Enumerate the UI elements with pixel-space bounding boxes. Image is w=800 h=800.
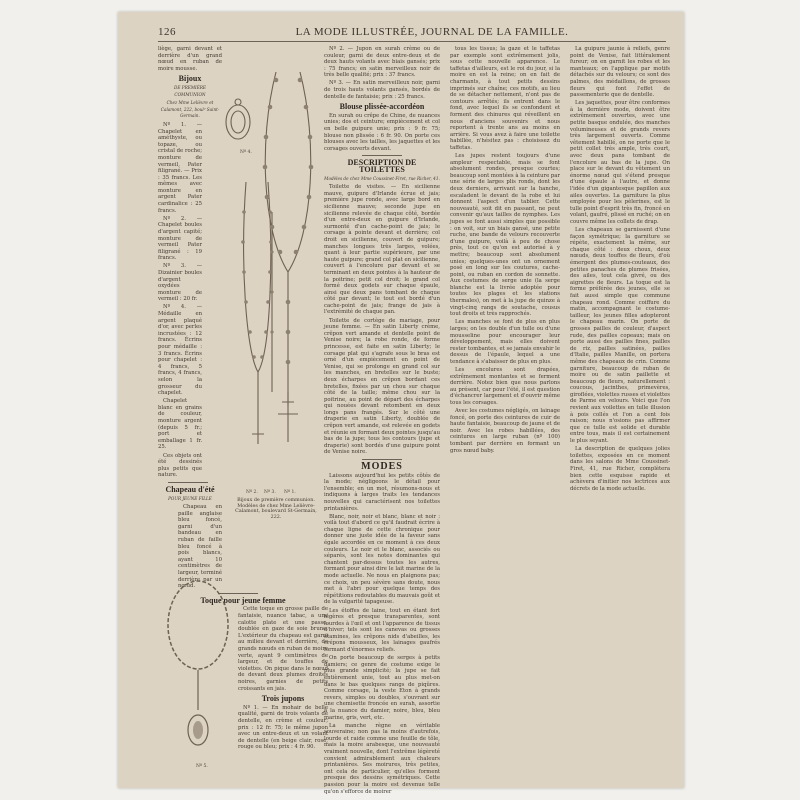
bijoux-subtitle: DE PREMIÈRE COMMUNION	[174, 84, 206, 97]
toilettes-paragraph: Toilette de visites. — En sicilienne mauve, guipure d'Irlande écrue et jais; première jupe ronde, avec large bord en sicilienne mauve; seconde jupe en sicilienne relevée de chaque côté, bordée d'un entre-deux en guipure d'Irlande, surmonté d'un cache-point de jais; le corsage à pointe devant et derrière; col droit en sicilienne, couvert de guipure; manches longues très larges, volées, quant à leur partie supérieure, par une haute guipure; grand col plat en sicilienne, couvert à l'encolure par devant et se terminant en deux pointes à la hauteur de la poitrine; petit col droit; le grand col formé deux godets sur chaque épaule, ainsi que deux pans tombant de chaque côté par devant; le tout est bordé d'un cache-point de jais; frange de jais à l'extrémité de chaque pan.	[324, 184, 440, 316]
bijoux-list	[158, 122, 202, 479]
fig-label-1: Nº 1.	[284, 490, 296, 495]
toilettes-title: DESCRIPTION DE TOILETTES	[347, 158, 417, 174]
modes-paragraph: On porte beaucoup de serges à petits damiers; ce genre de costume exige le plus grande simplicité; la jupe se fait entièrement unie, tout au plus met-on dans le bas quelques rangs de piqûres. Comme corsage, la veste Eton à grands revers, simples ou doubles, s'ouvrant sur une chemisette froncée en surah, assortie à la nuance du damier, noire, bleu, bleu marine, gris, vert, etc.	[324, 655, 440, 721]
fig-label-5: Nº 5.	[196, 764, 208, 769]
blouse-text: En surah ou crêpe de Chine, de nuances unies; dos et ceinture; empiècement et col en belle guipure unie; prix : 9 fr. 75; blouse non plissée : 6 fr. 90. On porte ces blouses avec les tailles, les jaquettes et les corsages ouverts devant.	[324, 112, 440, 152]
modes-paragraph: Les encolures sont drapées, extrêmement montantes et se ferment derrière. Notez bien que nous parlons au présent, car pour l'été, il est question d'échancrer largement et d'ouvrir même tous les corsages.	[450, 367, 560, 406]
section-divider	[362, 155, 402, 156]
fig-label-2: Nº 2.	[246, 490, 258, 495]
page-header	[158, 22, 666, 42]
column-2	[324, 46, 440, 797]
modes-paragraph: La description de quelques jolies toilettes, exposées en ce moment dans les salons de Mme Coussinet-Firet, 41, rue Richer, complètera bien cette esquisse rapide et achèvera d'initier nos lectrices aux décrets de la mode actuelle.	[570, 446, 670, 492]
modes-paragraph: Laissons aujourd'hui les petits côtés de la mode; négligeons le détail pour l'ensemble; en un mot, résumons-nous et indiquons à larges traits les tendances nouvelles qui caractérisent nos toilettes printanières.	[324, 472, 440, 512]
chapeau-title: Chapeau d'été	[165, 484, 215, 494]
bijoux-item: Nº 4. — Médaille en argent plaqué d'or, avec perles incrustées : 12 francs. Écrins pour médaille : 3 francs. Écrins pour chapelet : 4 francs, 5 francs, 4 francs, selon la grosseur du chapelet.	[158, 304, 202, 397]
bijoux-title: Bijoux	[178, 74, 202, 84]
bracelet-rosary-illustration	[158, 570, 240, 766]
page-number: 126	[158, 26, 176, 38]
toque-text: Cette toque en grosse paille de fantaisie, nuance tabac, a une calotte plate et une passe, doublée en gaze de soie brune. L'extérieur du chapeau est garni au milieu devant et derrière, de grands nœuds en ruban de moire verte, ayant 9 centimètres de largeur, et de touffes de violettes. On pique dans le nœud de devant deux plumes droites noires, garnies de petits croissants en jais.	[238, 606, 328, 692]
rosary-illustrations	[218, 62, 326, 472]
modes-paragraph: Les chapeaux se garnissent d'une façon symétrique; la garniture se répète, exactement la même, sur chaque côté : deux choux, deux nœuds, deux touffes de fleurs, d'où émergent des plumes-couteaux, des petites panaches de plumes frisées, des ailes, tout cela givré, ou des aigrettes de fleurs. La toque est la forme préférée des jeunes, elle se fait aussi simple que commune chapeau rond. Comme coiffure du matin, accompagnant le costume-tailleur, les jeunes filles adopteront le chapeau marin. On porte de grosses pailles de couleur, d'aspect rude, des pailles copeaux; mais on porte aussi des pailles fines, pailles de riz, pailles satinées, pailles d'Italie, pailles Manille, on portera même des chapeaux de crin. Comme garniture, beaucoup de ruban de moire ou de satin paillette et beaucoup de fleurs, naturellement : coucous, jacinthes, primevères, giroflées, violettes russes et violettes de Parme en velours. Voici que l'on revient aux voilettes en tulle illusion à pois collés et l'on a cent fois raison; nous n'osions pas affirmer que ce tulle est solide et durable entre tous, mais il est certainement le plus seyant.	[570, 227, 670, 445]
modes-paragraph: La guipure jaunie à reliefs, genre point de Venise, fait littéralement fureur; on en garnit les robes et les manteaux; on l'applique par motifs détachés sur du velours; ce sont des palmes, des médaillons, de grosses fleurs qui font l'effet de passementerie que de dentelle.	[570, 46, 670, 99]
bijoux-item: Nº 1. — Chapelet en améthyste, ou topaze, ou cristal de roche; monture de vermeil, Pater filigrané. — Prix : 35 francs. Les mêmes avec monture en argent Pater cardinalice : 25 francs.	[158, 121, 202, 214]
bijoux-credit: Chez Mme Lelièvre et Calamont, 222, boulᵈ Saint-Germain.	[160, 100, 220, 119]
bijoux-caption: Bijoux de première communion. Modèles de chez Mme Lelièvre-Calamont, boulevard St-Germain, 222.	[235, 498, 317, 520]
bijoux-item: Ces objets ont été dessinés plus petits que nature.	[158, 452, 202, 479]
chapeau-subtitle: POUR JEUNE FILLE	[168, 495, 212, 501]
modes-paragraph: tous les tissus; la gaze et le taffetas par exemple sont extrêmement jolis, sous cette nouvelle apparence. Le taffetas d'ailleurs, est le roi du jour, si la moire en est la reine; on en fait de charmants, à tout petits dessins imprimés sur chaîne; ces motifs, au lieu de se détacher nettement, n'ont pas de contours arrêtés; ils entrent dans le fond, avec lequel ils se confondent et forment des chinures qui réveillent en nous d'anciens souvenirs et nous reportent à trente ans au moins en arrière. Si vous avez à faire une toilette habillée, n'hésitez pas : choisissez du taffetas.	[450, 46, 560, 151]
toilettes-paragraph: Toilette de cortège de mariage, pour jeune femme. — En satin Liberty crème, crêpon vert amande et dentelle point de Venise noire; la robe ronde, de forme princesse, est faite en satin Liberty; le corsage plat qui s'agrafe sous le bras est orné d'un empiècement en point de Venise, qui se prolonge en grand col sur les manches, en bretelles sur le buste; deux écharpes en crêpon bordant ces bretelles, fixées par un chou sur chaque côté de la taille; même chou sur la poitrine, au point de départ des écharpes qui nouées devant retombent en deux longs pans frangés. Sur le côté une draperie en satin Liberty, doublée de crêpon vert amande, est relevée en godets et réunie en formant deux pointes jusqu'au bas de la jupe; tous les contours (jupe et draperie) sont bordés d'une guipure point de Venise noire.	[324, 317, 440, 456]
bijoux-item: Nº 2. — Chapelet boules d'argent capité; monture de vermeil Pater filigrané : 19 francs.	[158, 215, 202, 262]
column-4	[570, 46, 670, 494]
newspaper-page	[118, 12, 684, 795]
modes-paragraph: Les manches se font de plus en plus larges; on les double d'un tulle ou d'une mousseline pour encourager leur développement, mais elles doivent rester tombantes, et se jamais envahir le dessus de l'épaule, lequel a une tendance à s'abaisser de plus en plus.	[450, 319, 560, 365]
bijoux-item: Nº 3. — Dizainier boules d'argent oxydées monture de vermeil : 20 fr.	[158, 263, 202, 303]
jupon-item: Nº 2. — Jupon en surah crème ou de couleur, garni de deux entre-deux et de deux hauts volants avec biais gansés; prix : 75 francs; en satin merveilleux noir de très belle qualité; prix : 37 francs.	[324, 46, 440, 79]
toilettes-subtitle: Modèles de chez Mme Coussinet-Firet, rue Richer, 41.	[324, 175, 440, 181]
modes-paragraph: Les étoffes de laine, tout en étant fort légères et presque transparentes, sont lourdes à l'œil et ont l'apparence de tissus d'hiver; tels sont les canevas ou grosses étamines, les crêpons nids d'abeilles, les crépons mousseux, les lainages gaufrés formant d'énormes reliefs.	[324, 607, 440, 654]
modes-paragraph: La manche règne en véritable souveraine; non pas la moins d'autrefois, lourde et raide comme une feuille de tôle, mais la moire arabesque, une nouveauté vraiment nouvelle, dont l'extrême légèreté convient admirablement aux chaleurs printanières. Ses moirures, très petites, ont cela de particulier, qu'elles forment presque des dessins symétriques. Cette passion pour la moire est devenue telle qu'on s'efforce de moirer	[324, 722, 440, 795]
header-rule	[158, 41, 666, 42]
modes-title: MODES	[361, 461, 403, 473]
section-divider	[168, 482, 208, 483]
journal-title: LA MODE ILLUSTRÉE, JOURNAL DE LA FAMILLE.	[295, 26, 569, 38]
blouse-title: Blouse plissée-accordéon	[339, 102, 425, 112]
modes-paragraph: Les jaquettes, pour être conformes à la dernière mode, doivent être extrêmement ouvertes, avec une petite basque ondulée, des manches volumineuses et de grands revers très largement ouverts. Comme vêtement habillé, on ne porte que le petit collet très ample, très court, avec deux pans tombant de l'encolure au bas de la jupe. On place sur le devant du vêtement un énorme nœud qui s'étend presque d'une épaule à l'autre, et donne l'idée d'un gigantesque papillon aux ailes ouvertes. La garniture la plus employée pour les pèlerines, est le tulle point d'esprit très fin, froncé en volant, gaufré, plissé en ruché; on en couvre même les collets de drap.	[570, 100, 670, 225]
column-3	[450, 46, 560, 456]
chapeau-text: Chapeau en paille anglaise bleu foncé, garni d'un bandeau en ruban de faille bleu foncé à pois blancs, ayant 10 centimètres de largeur, terminé derrière par un nœud.	[178, 504, 222, 590]
modes-paragraph: Les jupes restent toujours d'une ampleur respectable, mais se font absolument rondes, presque courtes; beaucoup sont montées à la ceinture par une série de larges plis ronds, dont les deux derniers, arrivant sur la hanche, escaladent le devant de la robe et lui donnent l'aspect d'un tablier. Cette nouveauté, soit dit en passant, ne peut convenir qu'aux tailles de nymphes. Les jupes se font aussi simples que possible : on voit, sur un biais gansé, une petite ruche, une bande de velours recouverte d'une guipure, voilà à peu de chose près, tout ce qu'on est autorisé à y mettre; beaucoup sont absolument unies; quelques-unes ont un ornement posé en long sur les coutures, cache-point, ou ruban en cordon de sonnette. Aux costumes de serge unie (la serge blanche est la livrée adoptée pour toutes les plages et les stations thermales), on met à la jupe de quinze à vingt-cinq rangs de soutache, cousus tout droits et très rapprochés.	[450, 153, 560, 318]
jupon-item: Nº 1. — En mohair de belle qualité, garni de trois volants de dentelle, en crème et couleur; prix : 12 fr. 75; le même jupon avec un entre-deux et un volant de dentelle (en beige clair, rose, rouge ou bleu; prix : 4 fr. 90.	[238, 704, 328, 751]
bijoux-item: Chapelet blanc en grains de couleur, monture argent (depuis 5 fr.; port et emballage 1 fr. 25.	[158, 398, 202, 451]
intro-text: liège, garni devant et derrière d'un grand nœud en ruban de moire mousse.	[158, 46, 222, 72]
modes-paragraph: Blanc, noir, noir et blanc, blanc et noir : voilà tout d'abord ce qu'il faudrait écrire à chaque ligne de cette chronique pour donner une juste idée de la faveur sans égale accordée en ce moment à ces deux couleurs. Le noir et le blanc, associés ou séparés, sont les notes dominantes qui chantent par-dessus toutes les autres, formant pour ainsi dire le lait marine de la mode actuelle. Ne nous en plaignons pas; ce choix, un peu sévère sans doute, nous met à l'abri pour quelque temps des répétitions redoutables du mauvais goût et de la vulgarité tapageuse.	[324, 513, 440, 606]
modes-paragraph: Avec les costumes négligés, on lainage foncé, on porte des ceintures de cuir de haute fantaisie, beaucoup de jaune et de noir. Avec les robes habillées, des ceintures en large ruban (nº 100) tombant par derrière en formant un gros nœud baby.	[450, 408, 560, 454]
toque-title: Toque pour jeune femme	[200, 595, 286, 605]
jupons-title: Trois jupons	[261, 694, 305, 704]
section-divider	[362, 459, 402, 460]
jupon-item: Nº 3. — En satin merveilleux noir, garni de trois hauts volants gansés, bordés de dentelle de fantaisie; prix : 25 francs.	[324, 80, 440, 100]
fig-label-3: Nº 3.	[264, 490, 276, 495]
fig-label-4: Nº 4.	[240, 150, 252, 155]
